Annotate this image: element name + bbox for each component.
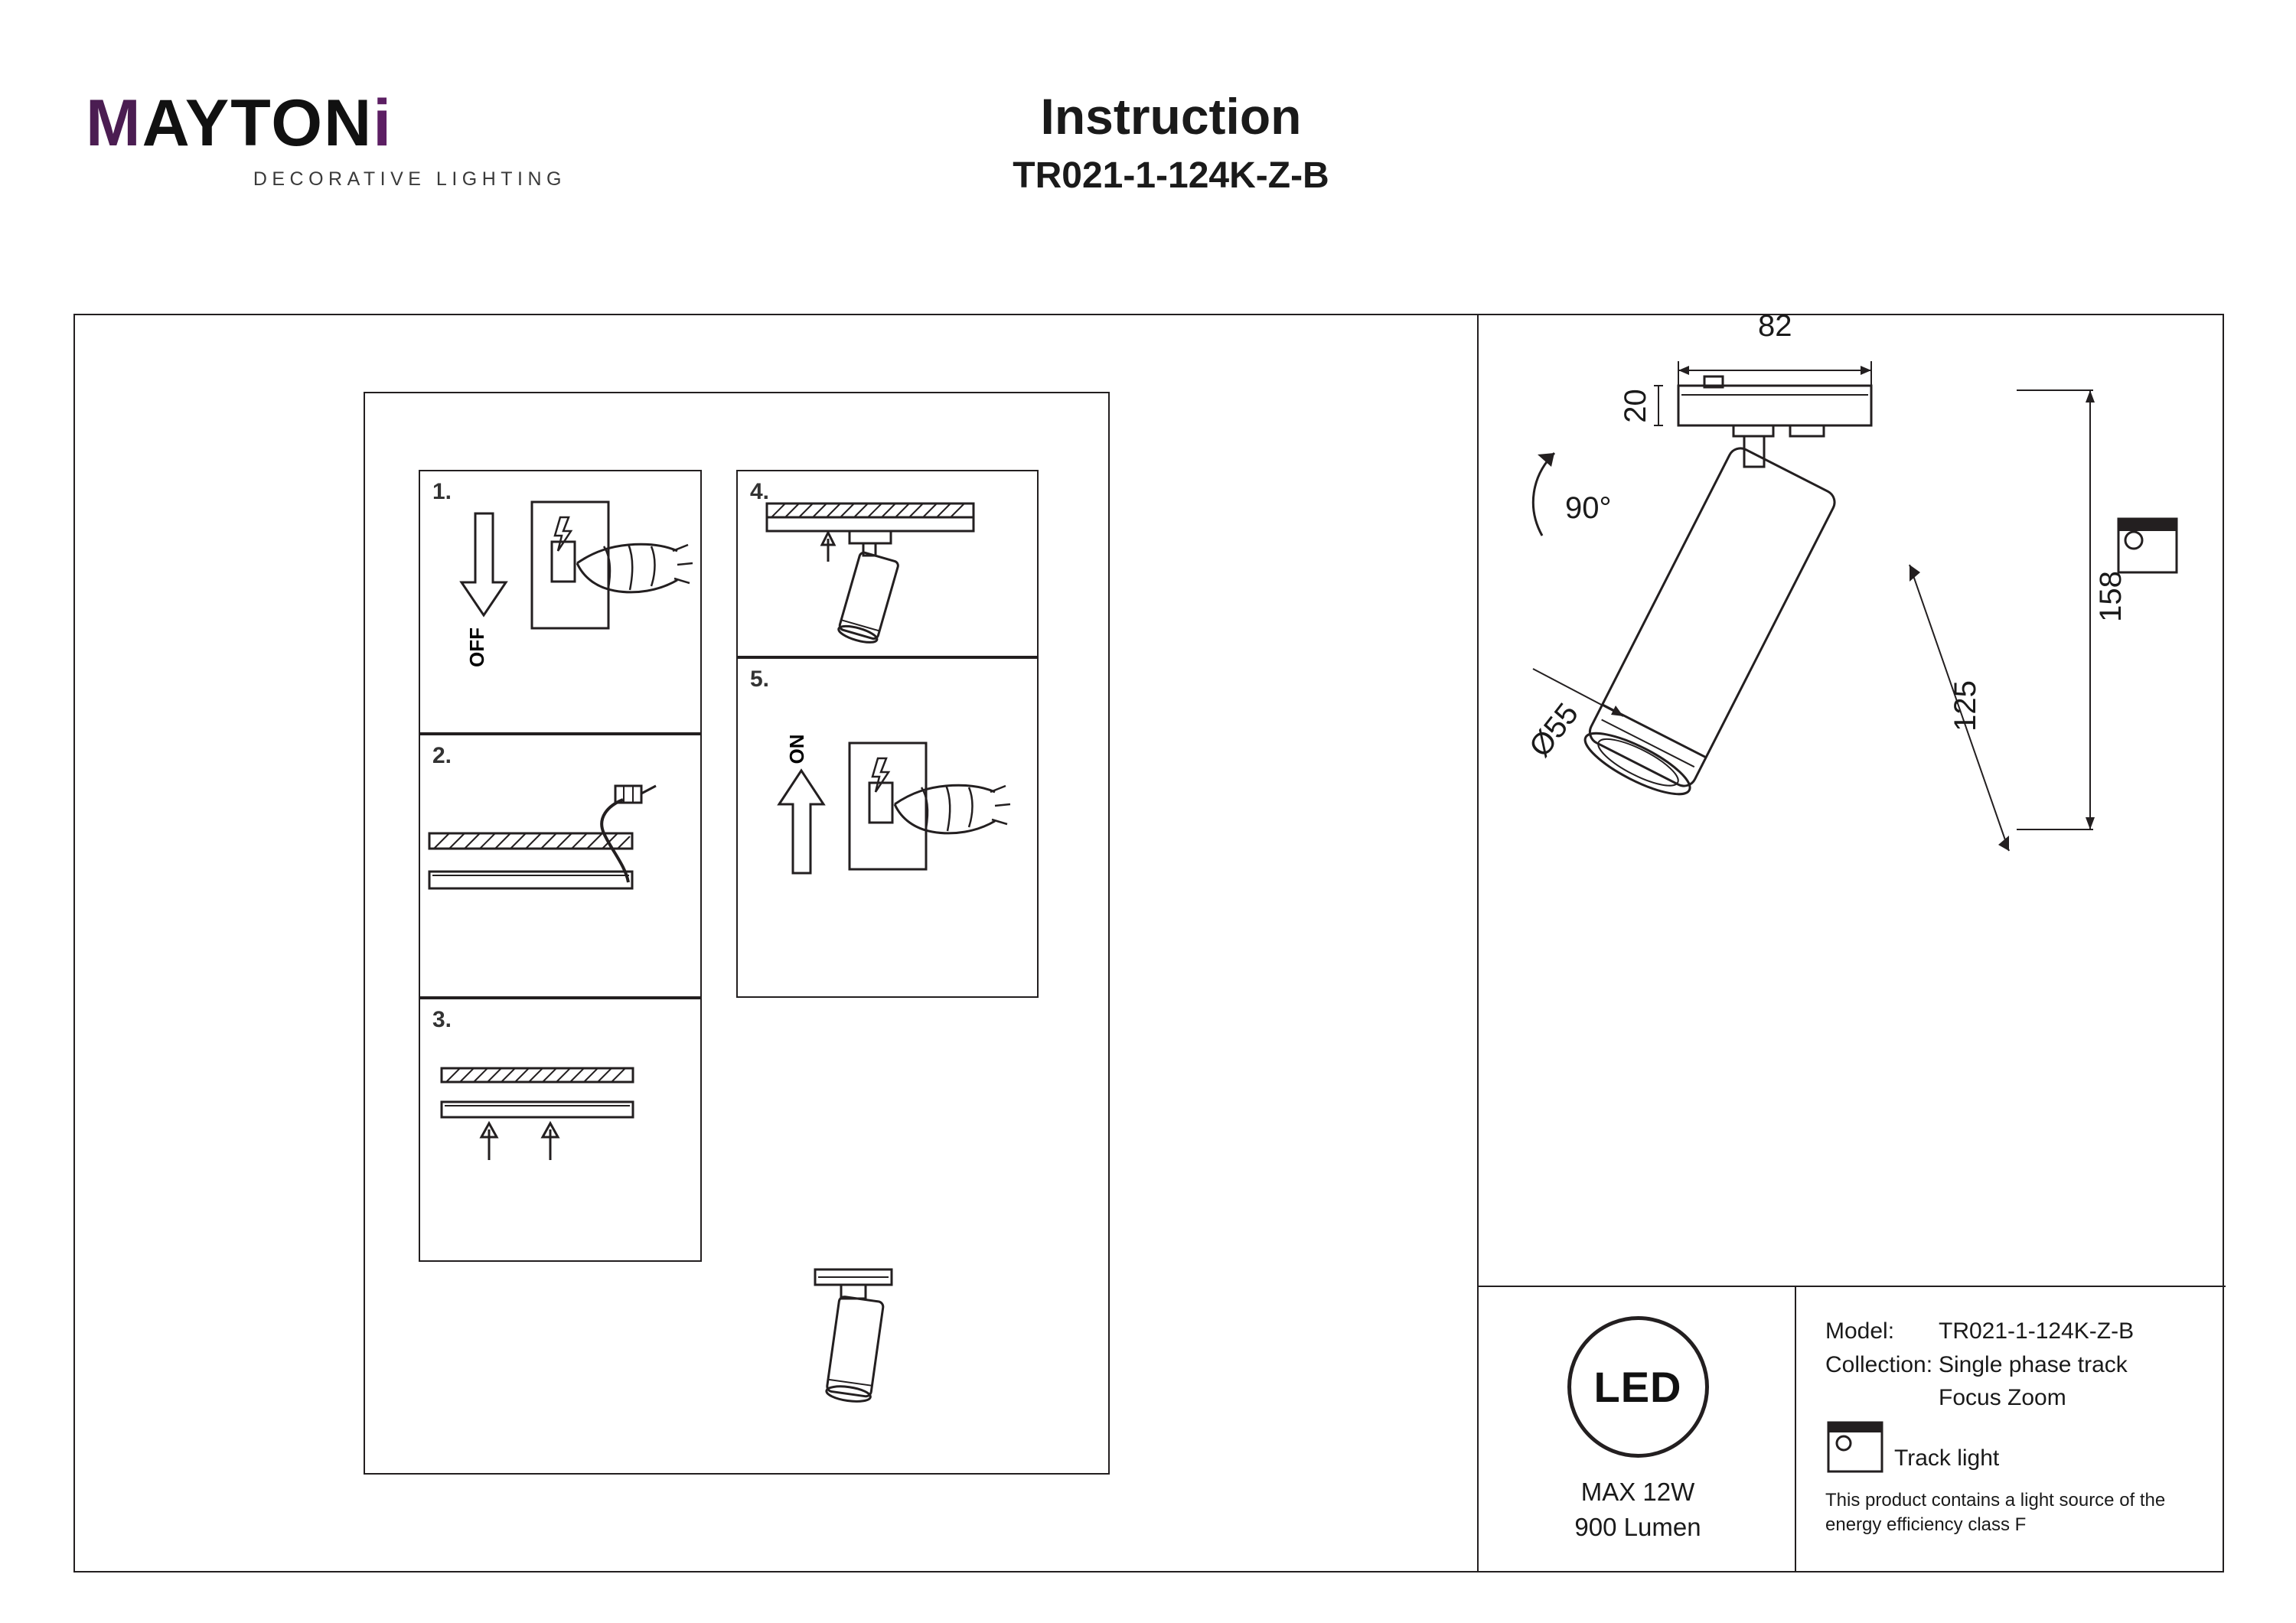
step-number-2: 2. [432, 743, 452, 768]
dimension-body-length-label: 125 [1948, 680, 1982, 732]
brand-logo [86, 86, 576, 191]
led-lumen: 900 Lumen [1574, 1513, 1701, 1541]
spec-row-model [1825, 1315, 2208, 1348]
brand-name-i: i [373, 86, 393, 160]
step-2-illustration [420, 735, 703, 999]
track-light-type-icon [1825, 1419, 1885, 1475]
step-5-illustration [738, 659, 1040, 999]
step-number-4: 4. [750, 479, 770, 504]
led-badge-label: LED [1593, 1363, 1682, 1411]
svg-text:OFF: OFF [465, 627, 488, 667]
dimension-drawing [1481, 309, 2223, 1287]
brand-name-rest: AYTON [142, 86, 373, 160]
spec-type-value: Track light [1894, 1445, 2000, 1471]
spec-row-collection [1825, 1348, 2208, 1382]
page-title: Instruction [1040, 88, 1302, 145]
dimension-total-height-label: 158 [2093, 571, 2128, 622]
dimension-bracket-height-label: 20 [1618, 389, 1652, 423]
dimension-diameter-label: Ø55 [1522, 696, 1586, 764]
page-header [0, 0, 2296, 291]
assembled-product-illustration [755, 1262, 962, 1453]
step-number-3: 3. [432, 1007, 452, 1032]
rotation-angle-label: 90° [1565, 491, 1612, 525]
spec-model-label: Model: [1825, 1318, 1895, 1344]
spec-collection-label: Collection: [1825, 1351, 1933, 1377]
spec-collection-value: Single phase track [1939, 1351, 2128, 1377]
brand-tagline: DECORATIVE LIGHTING [253, 168, 566, 190]
led-max-power: MAX 12W [1580, 1478, 1695, 1506]
step-box-5 [736, 657, 1039, 998]
spec-collection-value-2: Focus Zoom [1939, 1385, 2066, 1410]
energy-efficiency-note: This product contains a light source of the energy efficiency class F [1825, 1489, 2166, 1535]
assembly-steps-panel [364, 392, 1110, 1475]
led-info-block [1485, 1297, 1791, 1542]
step-number-5: 5. [750, 666, 770, 692]
led-badge [1567, 1316, 1709, 1458]
track-light-icon [2112, 514, 2183, 578]
step-box-4 [736, 470, 1039, 657]
step-1-illustration [420, 471, 703, 735]
step-3-illustration [420, 999, 703, 1263]
step-4-illustration [738, 471, 1040, 659]
info-vertical-divider [1795, 1286, 1796, 1572]
dimension-width-label: 82 [1758, 309, 1792, 343]
brand-name-m: M [86, 86, 142, 160]
brand-name [86, 86, 576, 160]
info-horizontal-divider [1477, 1286, 2226, 1287]
page-model-code: TR021-1-124K-Z-B [1013, 155, 1329, 197]
step-number-1: 1. [432, 479, 452, 504]
step-box-1 [419, 470, 702, 734]
step-box-2 [419, 734, 702, 998]
step-box-3 [419, 998, 702, 1262]
frame-vertical-divider [1477, 314, 1479, 1572]
svg-text:ON: ON [785, 734, 808, 764]
spec-model-value: TR021-1-124K-Z-B [1939, 1318, 2135, 1344]
title-block [827, 90, 1515, 196]
specs-block [1825, 1315, 2208, 1537]
product-dimension-svg [1481, 315, 2223, 1287]
spec-type-row [1825, 1419, 2208, 1475]
